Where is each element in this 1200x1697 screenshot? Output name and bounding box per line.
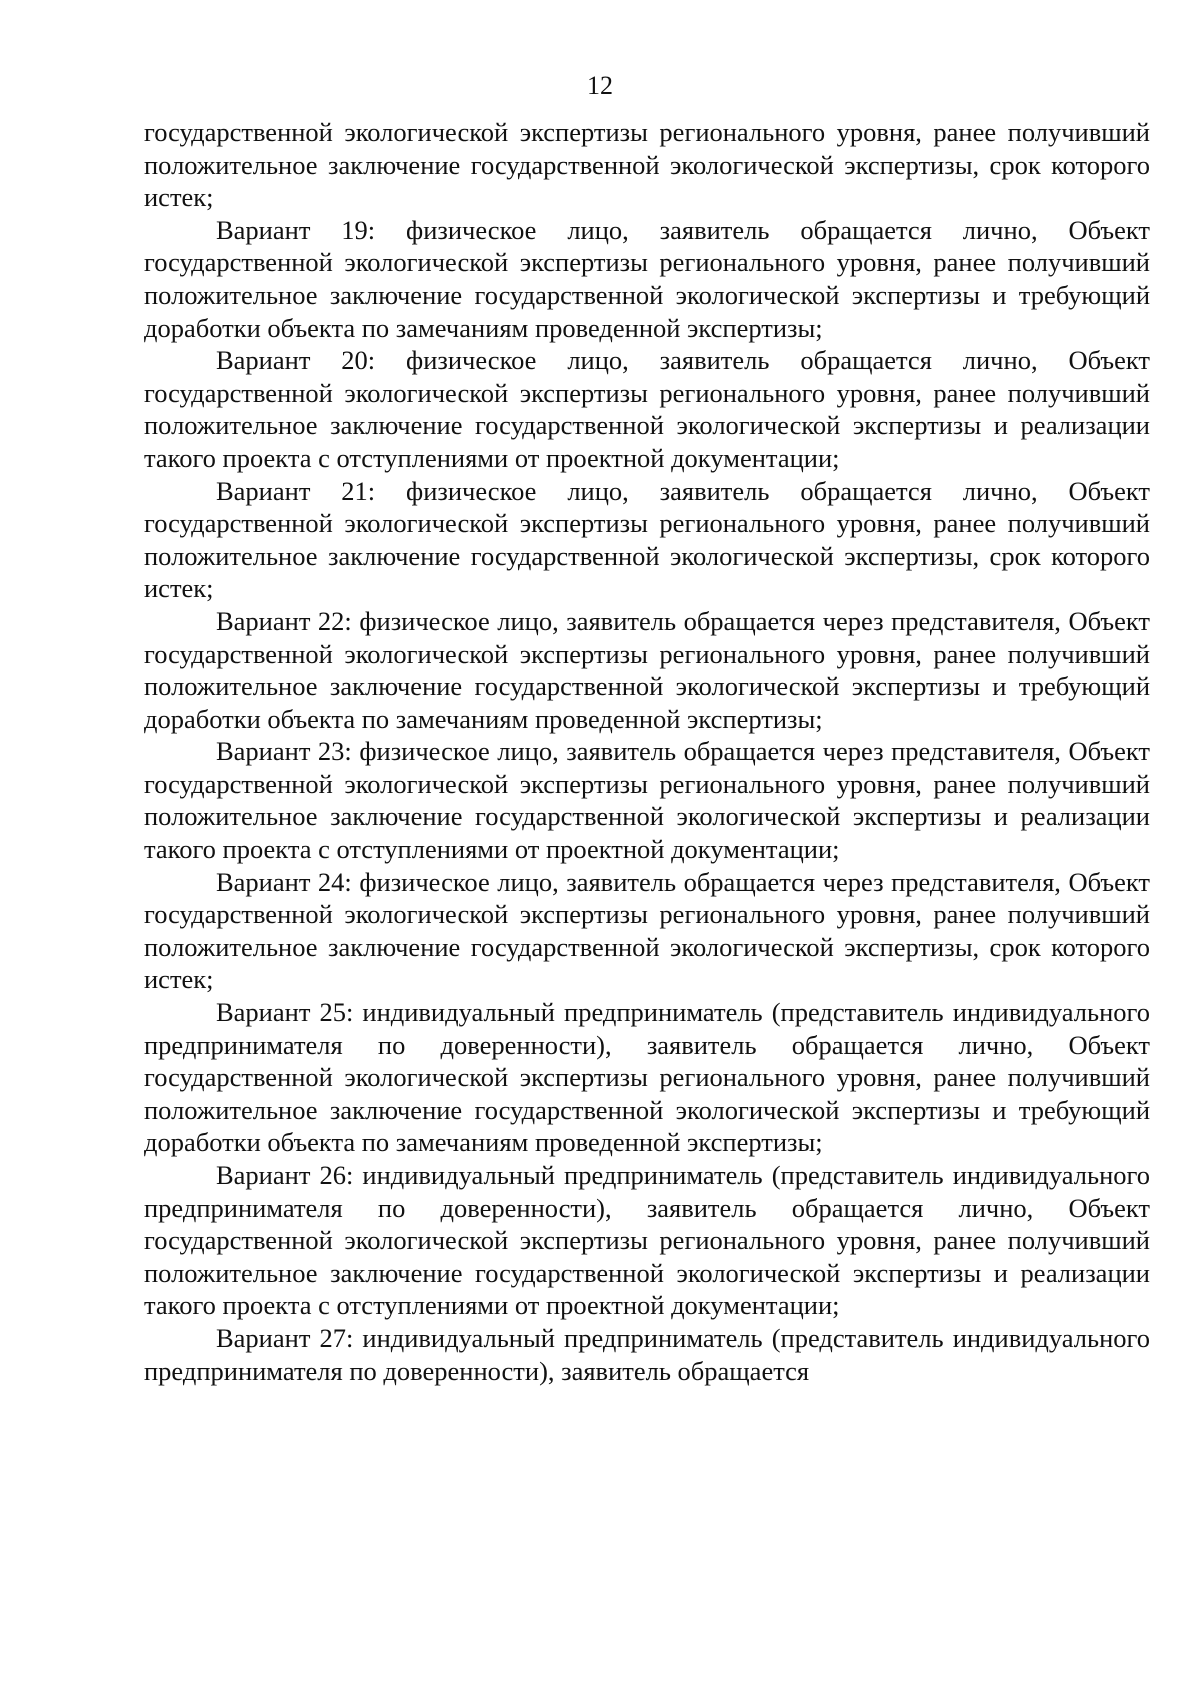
paragraph-variant-22: Вариант 22: физическое лицо, заявитель обращается через представителя, Объект государственной экологической экспертизы регионального уровня, ранее получивший положительное заключение государственной экологической экспертизы и требующий доработки объекта по замечаниям проведенной экспертизы; — [144, 605, 1150, 734]
paragraph-variant-23: Вариант 23: физическое лицо, заявитель обращается через представителя, Объект государственной экологической экспертизы регионального уровня, ранее получивший положительное заключение государственной экологической экспертизы и реализации такого проекта с отступлениями от проектной документации; — [144, 736, 1150, 865]
document-body — [144, 116, 1150, 1387]
paragraph-variant-21: Вариант 21: физическое лицо, заявитель обращается лично, Объект государственной экологической экспертизы регионального уровня, ранее получивший положительное заключение государственной экологической экспертизы, срок которого истек; — [144, 475, 1150, 604]
paragraph-variant-26: Вариант 26: индивидуальный предприниматель (представитель индивидуального предпринимателя по доверенности), заявитель обращается лично, Объект государственной экологической экспертизы регионального уровня, ранее получивший положительное заключение государственной экологической экспертизы и реализации такого проекта с отступлениями от проектной документации; — [144, 1160, 1150, 1321]
paragraph-variant-19: Вариант 19: физическое лицо, заявитель обращается лично, Объект государственной экологической экспертизы регионального уровня, ранее получивший положительное заключение государственной экологической экспертизы и требующий доработки объекта по замечаниям проведенной экспертизы; — [144, 214, 1150, 343]
paragraph-variant-24: Вариант 24: физическое лицо, заявитель обращается через представителя, Объект государственной экологической экспертизы регионального уровня, ранее получивший положительное заключение государственной экологической экспертизы, срок которого истек; — [144, 866, 1150, 995]
paragraph-variant-25: Вариант 25: индивидуальный предприниматель (представитель индивидуального предпринимателя по доверенности), заявитель обращается лично, Объект государственной экологической экспертизы регионального уровня, ранее получивший положительное заключение государственной экологической экспертизы и требующий доработки объекта по замечаниям проведенной экспертизы; — [144, 997, 1150, 1158]
paragraph-variant-20: Вариант 20: физическое лицо, заявитель обращается лично, Объект государственной экологической экспертизы регионального уровня, ранее получивший положительное заключение государственной экологической экспертизы и реализации такого проекта с отступлениями от проектной документации; — [144, 345, 1150, 473]
page-number: 12 — [587, 71, 613, 100]
paragraph-continuation: государственной экологической экспертизы регионального уровня, ранее получивший положительное заключение государственной экологической экспертизы, срок которого истек; — [144, 117, 1150, 213]
paragraph-variant-27: Вариант 27: индивидуальный предприниматель (представитель индивидуального предпринимателя по доверенности), заявитель обращается — [144, 1322, 1150, 1386]
